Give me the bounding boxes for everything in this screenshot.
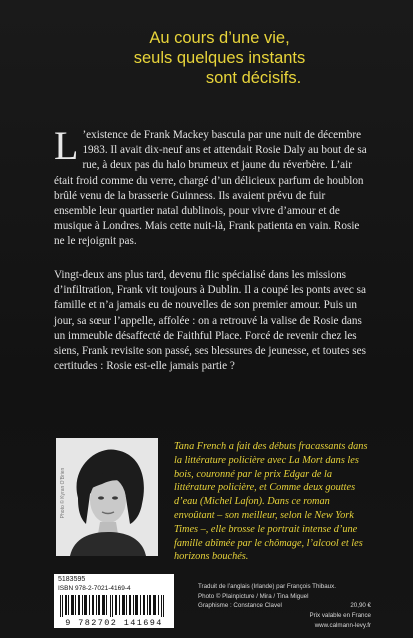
ean-digits: 9 782702 141694 [65, 618, 163, 628]
barcode-code: 5183595 [58, 576, 86, 583]
barcode-bars [60, 595, 168, 617]
synopsis-paragraph-1 [54, 123, 368, 250]
photo-credit: Photo © Kyran O’Brien [60, 467, 66, 519]
synopsis-paragraph-1-text: ’existence de Frank Mackey bascula par une nuit de décembre 1983. Il avait dix-neuf ans et attendait Rosie Daly au bout de sa rue, à deux pas du halo brumeux et jaune du réverbère. L’air était froid comme du verre, chargé d’un délicieux parfum de houblon brûlé venu de la brasserie Guinness. Ils avaient prévu de fuir ensemble leur quartier natal dublinois, pour vivre d’amour et de musique à Londres. Mais cette nuit-là, Frank patienta en vain. Rosie ne le rejoignit pas. [54, 129, 367, 248]
tagline [0, 28, 413, 88]
translation-credit: Traduit de l’anglais (Irlande) par François Thibaux. [198, 583, 336, 590]
synopsis-paragraph-2: Vingt-deux ans plus tard, devenu flic spécialisé dans les missions d’infiltration, Frank vit toujours à Dublin. Il a coupé les ponts avec sa famille et n’a jamais eu de nouvelles de son premier amour. Puis un jour, sa sœur l’appelle, affolée : on a retrouvé la valise de Rosie dans un immeuble désaffecté de Faithful Place. Forcé de revenir chez les siens, Frank revisite son passé, ses blessures de jeunesse, et toutes ses certitudes : Rosie est-elle jamais partie ? [54, 269, 366, 373]
drop-cap: L [54, 123, 79, 168]
author-portrait-image [56, 438, 158, 556]
price-block [309, 601, 371, 631]
barcode-label [54, 574, 174, 628]
author-photo [56, 438, 158, 556]
price-note: Prix valable en France [309, 612, 371, 619]
design-credit: Graphisme : Constance Clavel [198, 602, 282, 609]
tagline-line-3: sont décisifs. [205, 69, 302, 87]
price: 20,90 € [350, 602, 371, 609]
tagline-line-1: Au cours d’une vie, [149, 29, 290, 47]
author-bio-text: Tana French a fait des débuts fracassants dans la littérature policière avec La Mort dans les bois, couronné par le prix Edgar de la littérature policière, et Comme deux gouttes d’eau (Michel Lafon). Dans ce roman envoûtant – son meilleur, selon le New York Times –, elle brosse le portrait intense d’une famille abîmée par le chômage, l’alcool et les horizons bouchés. [174, 441, 368, 563]
cover-photo-credit: Photo © Plainpicture / Mira / Tina Miguel [198, 592, 309, 600]
author-bio [174, 440, 370, 564]
tagline-line-2: seuls quelques instants [133, 49, 306, 67]
isbn-number: ISBN 978-2-7021-4169-4 [58, 585, 131, 592]
publisher-website: www.calmann-levy.fr [314, 622, 371, 629]
